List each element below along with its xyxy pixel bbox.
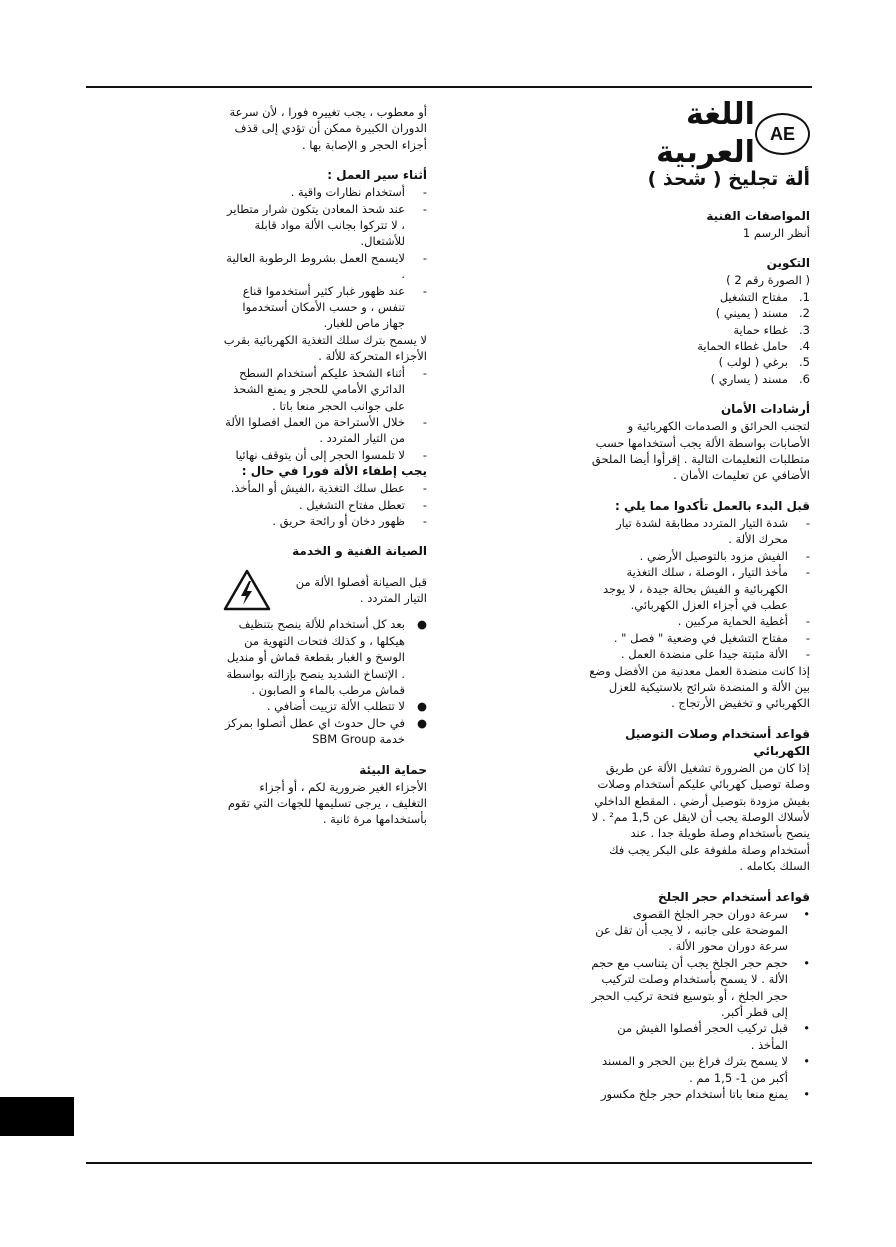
extension-cable-heading: قواعد أستخدام وصلات التوصيل الكهربائي bbox=[625, 726, 810, 758]
maintenance-heading: الصيانة الفنية و الخدمة bbox=[292, 544, 427, 559]
list-item: ● بعد كل أستخدام للألة ينصح بتنظيف هيكلها ، و كذلك فتحات التهوية من الوسخ و الغبار بقطعة قماش أو منديل . الإتساخ الشديد ينصح بإزالته بواسطة قماش مرطب بالماء و الصابون . bbox=[226, 617, 427, 697]
maintenance-warning bbox=[222, 568, 427, 612]
right-column bbox=[588, 97, 810, 1102]
cord-note: لا يسمح بترك سلك التغذية الكهربائية بقرب الأجزاء المتحركة للألة . bbox=[223, 332, 427, 364]
list-item: ● في حال حدوث اي عطل أتصلوا بمركز خدمة SBM Group bbox=[224, 715, 427, 747]
before-work-list bbox=[588, 515, 810, 663]
list-item: - تعطل مفتاح التشغيل . bbox=[298, 497, 427, 512]
left-column bbox=[222, 104, 427, 828]
list-item: - أثناء الشحذ عليكم أستخدام السطح الدائري الأمامي للحجر و يمنع الشحذ على جوانب الحجر منعا باتا . bbox=[233, 365, 427, 413]
safety-heading: أرشادات الأمان bbox=[720, 402, 810, 417]
list-item: • لا يسمح بترك فراغ بين الحجر و المسند أكبر من 1- 1,5 مم . bbox=[601, 1054, 810, 1085]
list-item: 6. مسند ( يساري ) bbox=[710, 371, 810, 386]
maintenance-warning-text: قبل الصيانة أفصلوا الألة من التيار المتردد . bbox=[295, 574, 427, 606]
list-item: - شدة التيار المتردد مطابقة لشدة تيار محرك الألة . bbox=[616, 515, 810, 547]
grinding-stone-list bbox=[588, 906, 810, 1103]
list-item: - مفتاح التشغيل في وضعية " فصل " . bbox=[613, 630, 810, 645]
during-work-list bbox=[222, 184, 427, 332]
list-item: - الفيش مزود بالتوصيل الأرضي . bbox=[639, 548, 810, 563]
stop-immediately-list bbox=[222, 480, 427, 529]
list-item: • حجم حجر الجلخ يجب أن يتناسب مع حجم الألة . لا يسمح بأستخدام وصلت لتركيب حجر الجلخ ، أو بتوسيع فتحة تركيب الحجر إلى قطر أكبر. bbox=[591, 955, 810, 1020]
title-row bbox=[588, 97, 810, 170]
grinding-stone-heading: قواعد أستخدام حجر الجلخ bbox=[657, 889, 810, 904]
list-item: 4. حامل غطاء الحماية bbox=[697, 339, 810, 354]
maintenance-list bbox=[222, 616, 427, 747]
high-voltage-warning-icon bbox=[222, 568, 272, 612]
document-title: ألة تجليخ ( شحذ ) bbox=[647, 168, 810, 190]
language-badge: AE bbox=[755, 113, 810, 155]
list-item: - لا تلمسوا الحجر إلى أن يتوقف نهائيا bbox=[235, 447, 427, 462]
safety-text: لتجنب الحرائق و الصدمات الكهربائية و الأصابات بواسطة الألة يجب أستخدامها حسب متطلبات التعليمات التالية . إقرأوا أيضا الملحق الأضافي عن تعليمات الأمان . bbox=[591, 419, 810, 483]
intro-text: أو معطوب ، يجب تغييره فورا ، لأن سرعة الدوران الكبيرة ممكن أن تؤدي إلى قذف أجزاء الحجر و الإصابة بها . bbox=[229, 105, 427, 152]
list-item: - أغطية الحماية مركبين . bbox=[677, 614, 810, 629]
extension-cable-text: إذا كان من الضرورة تشغيل الألة عن طريق وصلة توصيل كهربائي عليكم أستخدام وصلات بفيش مزودة بتوصيل أرضي . المقطع الداخلي لأسلاك الوصلة يجب أن لايقل عن 1,5 مم² . لا ينصح بأستخدام وصلة طويلة جدا . عند أستخدام وصلة ملفوفة على البكر يجب فك السلك بكامله . bbox=[591, 760, 810, 874]
environment-heading: حماية البيئة bbox=[359, 762, 427, 777]
page-side-tab bbox=[0, 1097, 74, 1136]
specs-heading: المواصفات الفنية bbox=[706, 209, 810, 223]
list-item: • قبل تركيب الحجر أفصلوا الفيش من المأخذ . bbox=[617, 1021, 810, 1052]
list-item: - عطل سلك التغذية ،الفيش أو المأخذ. bbox=[230, 481, 427, 496]
list-item: - أستخدام نظارات واقية . bbox=[290, 185, 427, 200]
language-title: اللغة العربية bbox=[656, 97, 755, 170]
list-item: - عند ظهور غبار كثير أستخدموا قناع تنفس ، و حسب الأمكان أستخدموا جهاز ماص للغبار. bbox=[242, 283, 427, 331]
config-subtitle: ( الصورة رقم 2 ) bbox=[726, 273, 810, 288]
list-item: 3. غطاء حماية bbox=[733, 322, 810, 337]
environment-text: الأجزاء الغير ضرورية لكم ، أو أجزاء التغليف ، يرجى تسليمها للجهات التي تقوم بأستخدامها مرة ثانية . bbox=[227, 779, 427, 827]
list-item: - لايسمح العمل بشروط الرطوبة العالية . bbox=[226, 250, 427, 282]
before-work-note: إذا كانت منضدة العمل معدنية من الأفضل وضع بين الألة و المنضدة شرائح بلاستيكية للعزل الكهربائي و تخفيض الأرتجاج . bbox=[589, 663, 810, 711]
stop-immediately-heading: يجب إطفاء الألة فورا في حال : bbox=[241, 464, 427, 479]
before-work-heading: قبل البدء بالعمل تأكدوا مما يلي : bbox=[615, 498, 810, 513]
list-item: ● لا تتطلب الألة تزييت أضافي . bbox=[266, 699, 427, 714]
config-heading: التكوين bbox=[766, 256, 810, 271]
list-item: - عند شحذ المعادن يتكون شرار متطاير ، لا تتركوا بجانب الألة مواد قابلة للأشتعال. bbox=[227, 201, 427, 249]
list-item: 2. مسند ( يميني ) bbox=[715, 306, 810, 321]
specs-text: أنظر الرسم 1 bbox=[742, 226, 810, 240]
list-item: - خلال الأستراحة من العمل افصلوا الألة من التيار المتردد . bbox=[225, 414, 427, 446]
bottom-rule bbox=[86, 1162, 812, 1164]
list-item: • سرعة دوران حجر الجلخ القصوى الموضحة على جانبه ، لا يجب أن تقل عن سرعة دوران محور الألة . bbox=[595, 906, 810, 954]
list-item: 1. مفتاح التشغيل bbox=[719, 289, 810, 304]
list-item: - مأخذ التيار ، الوصلة ، سلك التغذية الكهربائية و الفيش بحالة جيدة ، لا يوجد عطب في أجزاء العزل الكهربائي. bbox=[602, 565, 810, 612]
during-work-list-2 bbox=[222, 365, 427, 463]
list-item: - ظهور دخان أو رائحة حريق . bbox=[272, 513, 427, 528]
top-rule bbox=[86, 86, 812, 88]
during-work-heading: أثناء سير العمل : bbox=[327, 168, 427, 183]
list-item: - الألة مثبتة جيدا على منضدة العمل . bbox=[620, 647, 810, 662]
config-list bbox=[588, 289, 810, 387]
list-item: 5. برغي ( لولب ) bbox=[718, 355, 810, 370]
list-item: • يمنع منعا باتا أستخدام حجر جلخ مكسور bbox=[600, 1087, 810, 1102]
